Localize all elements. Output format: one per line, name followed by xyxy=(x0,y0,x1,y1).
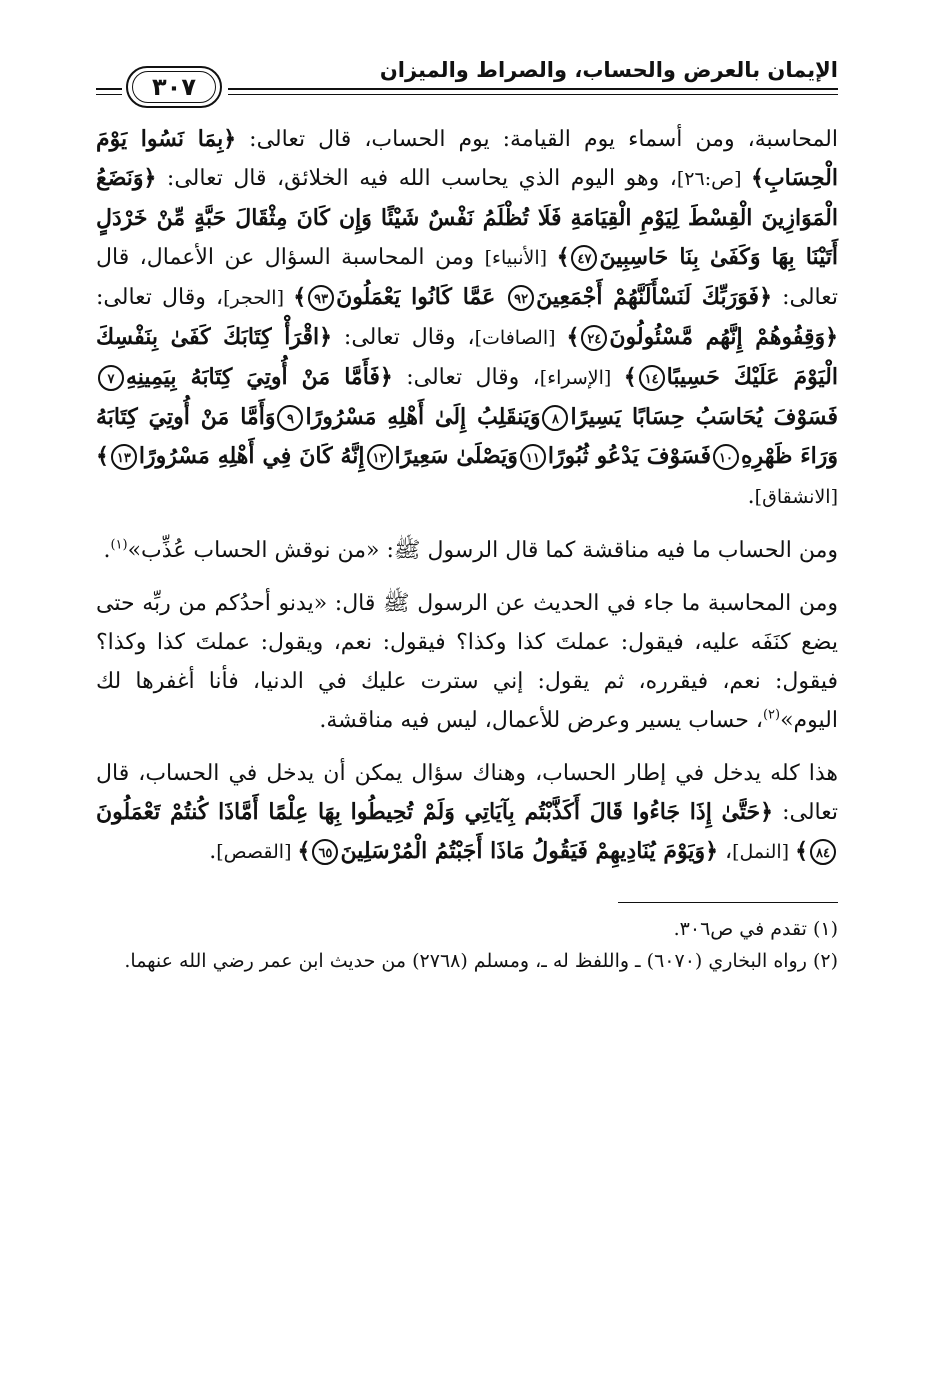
quran-verse: ﴿فَوَرَبِّكَ لَنَسْأَلَنَّهُمْ أَجْمَعِينَ xyxy=(536,284,772,310)
surah-reference: [الإسراء] xyxy=(539,367,624,389)
body-text-run: ، حساب يسير وعرض للأعمال، ليس فيه مناقشة. xyxy=(319,708,763,733)
quran-verse: وَيَنقَلِبُ إِلَىٰ أَهْلِهِ مَسْرُورًا xyxy=(305,404,541,430)
quran-verse: ﴿بِمَا نَسُوا يَوْمَ الْحِسَابِ﴾ xyxy=(96,126,838,191)
ayah-number-marker: ٩٣ xyxy=(308,285,334,311)
quran-verse: ﴿اقْرَأْ كِتَابَكَ كَفَىٰ بِنَفْسِكَ الْيَوْمَ عَلَيْكَ حَسِيبًا xyxy=(96,324,838,390)
body-text-run: المحاسبة، ومن أسماء يوم القيامة: يوم الحساب، قال تعالى: xyxy=(236,127,838,152)
body-text-run: . xyxy=(103,538,111,563)
surah-reference: [ص:٢٦] xyxy=(676,168,752,190)
footnotes xyxy=(96,913,838,977)
ayah-number-marker: ٢٤ xyxy=(581,325,607,351)
surah-reference: [الصافات] xyxy=(474,327,567,349)
quran-verse: ﴿وَيَوْمَ يُنَادِيهِمْ فَيَقُولُ مَاذَا أَجَبْتُمُ الْمُرْسَلِينَ xyxy=(340,838,718,864)
quran-verse: ﴾ xyxy=(566,324,580,350)
quran-verse: ﴿وَقِفُوهُمْ إِنَّهُم مَّسْئُولُونَ xyxy=(609,324,838,350)
ayah-number-marker: ٨٤ xyxy=(810,839,836,865)
header-rule-left xyxy=(96,88,122,95)
ayah-number-marker: ٩٢ xyxy=(508,285,534,311)
quran-verse: فَسَوْفَ يُحَاسَبُ حِسَابًا يَسِيرًا xyxy=(570,404,838,430)
footnote-marker: (١) xyxy=(110,537,128,553)
quran-verse: وَيَصْلَىٰ سَعِيرًا xyxy=(394,443,518,469)
ayah-number-marker: ١٤ xyxy=(639,365,665,391)
quran-verse: عَمَّا كَانُوا يَعْمَلُونَ xyxy=(336,284,507,310)
running-header xyxy=(96,48,838,112)
quran-verse: ﴾ xyxy=(293,284,307,310)
footnote-1: (١) تقدم في ص٣٠٦. xyxy=(673,918,838,940)
paragraph-1 xyxy=(96,120,838,517)
ayah-number-marker: ١٢ xyxy=(367,444,393,470)
surah-reference: [القصص] xyxy=(216,841,298,863)
ayah-number-marker: ١٣ xyxy=(111,444,137,470)
quran-verse: ﴿وَنَضَعُ الْمَوَازِينَ الْقِسْطَ لِيَوْمِ الْقِيَامَةِ فَلَا تُظْلَمُ نَفْسٌ شَيْئًا وَإِن كَانَ مِثْقَالَ حَبَّةٍ مِّنْ خَرْدَلٍ أَتَيْنَا بِهَا وَكَفَىٰ بِنَا حَاسِبِينَ xyxy=(96,165,838,270)
surah-reference: [الحجر] xyxy=(223,287,294,309)
body-text-run: هذا كله يدخل في إطار الحساب، وهناك سؤال يمكن أن يدخل في الحساب، قال تعالى: xyxy=(96,761,838,825)
body-text-run: ومن المحاسبة السؤال عن الأعمال، قال تعالى: xyxy=(96,245,838,310)
surah-reference: [الانشقاق] xyxy=(754,486,838,508)
body-text-run: ومن الحساب ما فيه مناقشة كما قال الرسول ﷺ: «من نوقش الحساب عُذِّب» xyxy=(127,538,838,563)
chapter-title: الإيمان بالعرض والحساب، والصراط والميزان xyxy=(379,58,838,82)
body-text xyxy=(96,120,838,872)
footnote-separator xyxy=(618,902,838,903)
ayah-number-marker: ٨ xyxy=(542,405,568,431)
body-text-run: ، وقال تعالى: xyxy=(332,325,475,350)
quran-verse: فَسَوْفَ يَدْعُو ثُبُورًا xyxy=(547,443,712,469)
page-number: ٣٠٧ xyxy=(126,66,222,108)
surah-reference: [النمل] xyxy=(732,841,796,863)
quran-verse: ﴿فَأَمَّا مَنْ أُوتِيَ كِتَابَهُ بِيَمِينِهِ xyxy=(126,364,393,390)
ayah-number-marker: ٩ xyxy=(277,405,303,431)
quran-verse: ﴾ xyxy=(623,364,637,390)
paragraph-4 xyxy=(96,754,838,872)
ayah-number-marker: ٦٥ xyxy=(312,839,338,865)
body-text-run: . xyxy=(747,484,755,509)
paragraph-2 xyxy=(96,531,838,570)
ayah-number-marker: ٤٧ xyxy=(571,245,597,271)
quran-verse: وَأَمَّا مَنْ أُوتِيَ كِتَابَهُ وَرَاءَ ظَهْرِهِ xyxy=(96,404,838,469)
quran-verse: ﴾ xyxy=(96,443,109,469)
quran-verse: ﴿حَتَّىٰ إِذَا جَاءُوا قَالَ أَكَذَّبْتُم بِآيَاتِي وَلَمْ تُحِيطُوا بِهَا عِلْمًا أَمَّاذَا كُنتُمْ تَعْمَلُونَ xyxy=(96,799,774,825)
body-text-run: . xyxy=(209,839,217,864)
book-page xyxy=(96,48,838,977)
body-text-run: ومن المحاسبة ما جاء في الحديث عن الرسول ﷺ قال: «يدنو أحدُكم من ربِّه حتى يضع كنَفَه عليه، فيقول: عملتَ كذا وكذا؟ فيقول: نعم، ويقول: عملتَ كذا وكذا؟ فيقول: نعم، فيقرره، ثم يقول: إني سترت عليك في الدنيا، فأنا أغفرها لك اليوم» xyxy=(96,591,838,733)
quran-verse: ﴾ xyxy=(795,838,808,864)
ayah-number-marker: ١٠ xyxy=(713,444,739,470)
quran-verse: ﴾ xyxy=(297,838,311,864)
body-text-run: ، وقال تعالى: xyxy=(392,365,540,390)
body-text-run: ، وهو اليوم الذي يحاسب الله فيه الخلائق، قال تعالى: xyxy=(156,166,677,191)
quran-verse: ﴾ xyxy=(556,244,570,270)
header-rule-right xyxy=(228,88,838,95)
paragraph-3 xyxy=(96,584,838,740)
surah-reference: [الأنبياء] xyxy=(484,247,557,269)
ayah-number-marker: ١١ xyxy=(520,444,546,470)
body-text-run: ، xyxy=(717,839,733,864)
footnote-2: (٢) رواه البخاري (٦٠٧٠) ـ واللفظ له ـ، ومسلم (٢٧٦٨) من حديث ابن عمر رضي الله عنهما. xyxy=(124,950,838,972)
ayah-number-marker: ٧ xyxy=(98,365,124,391)
quran-verse: إِنَّهُ كَانَ فِي أَهْلِهِ مَسْرُورًا xyxy=(138,443,365,469)
body-text-run: ، وقال تعالى: xyxy=(96,285,224,310)
footnote-marker: (٢) xyxy=(762,707,781,723)
